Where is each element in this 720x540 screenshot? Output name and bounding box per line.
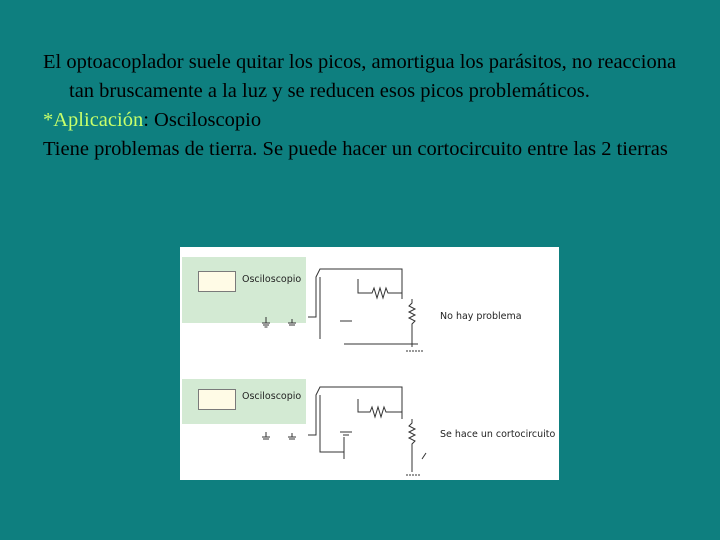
resistor-bottom xyxy=(358,399,402,417)
source-line-bottom xyxy=(340,432,352,435)
application-label: *Aplicación xyxy=(43,109,144,131)
caption-no-problem: No hay problema xyxy=(440,311,522,322)
oscilloscope-label-bottom: Osciloscopio xyxy=(242,391,302,402)
probe-return-bottom xyxy=(320,395,344,452)
caption-short-circuit: Se hace un cortocircuito xyxy=(440,429,556,440)
paragraph-application xyxy=(43,106,683,135)
ground-symbol-top-left xyxy=(262,317,270,327)
resistor-top xyxy=(358,279,402,298)
circuit-diagram xyxy=(180,247,559,480)
load-resistor-bottom xyxy=(409,419,415,472)
paragraph-optocoupler: El optoacoplador suele quitar los picos, amortigua los parásitos, no reacciona tan bruscamente a la luz y se reducen esos picos problemáticos. xyxy=(43,51,677,102)
ground-symbol-bottom-left-2 xyxy=(288,433,296,439)
ground-symbol-bottom-left xyxy=(262,432,270,439)
application-value: Osciloscopio xyxy=(148,109,262,131)
ground-symbol-top-left-2 xyxy=(288,319,296,325)
circuit-wiring xyxy=(180,247,559,480)
load-resistor-top xyxy=(409,299,415,347)
probe-wire-bottom xyxy=(308,387,402,435)
oscilloscope-label-top: Osciloscopio xyxy=(242,274,302,285)
short-mark-bottom xyxy=(422,453,426,459)
paragraph-ground-problem: Tiene problemas de tierra. Se puede hacer un cortocircuito entre las 2 tierras xyxy=(43,138,668,160)
slide-text xyxy=(43,48,683,164)
application-separator: : xyxy=(143,109,149,131)
